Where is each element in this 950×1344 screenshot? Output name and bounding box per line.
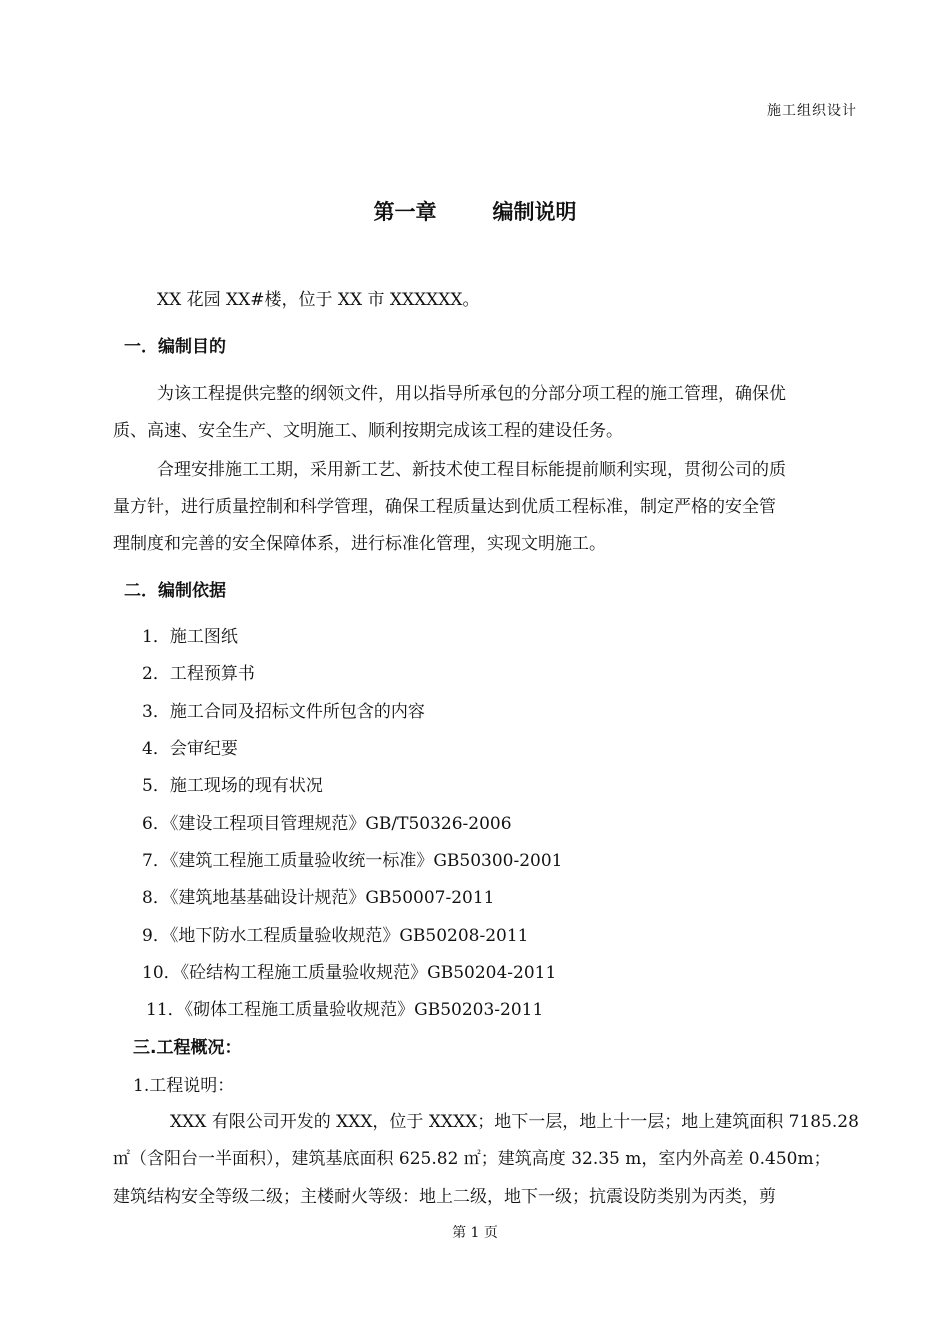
section-3-heading: 三.工程概况： [133, 1038, 242, 1058]
basis-list-item: 6．《建设工程项目管理规范》GB/T50326-2006 [142, 814, 512, 834]
chapter-name: 编制说明 [492, 200, 577, 224]
basis-list-item: 8．《建筑地基基础设计规范》GB50007-2011 [142, 888, 495, 908]
basis-list-item: 3．施工合同及招标文件所包含的内容 [142, 702, 425, 722]
basis-list-item: 2．工程预算书 [142, 664, 255, 684]
section-1-para-2-line-2: 量方针，进行质量控制和科学管理，确保工程质量达到优质工程标准，制定严格的安全管 [113, 497, 776, 517]
section-1-para-1-line-1: 为该工程提供完整的纲领文件，用以指导所承包的分部分项工程的施工管理，确保优 [157, 384, 786, 404]
section-1-para-1-line-2: 质、高速、安全生产、文明施工、顺利按期完成该工程的建设任务。 [113, 421, 623, 441]
section-1-heading: 一．编制目的 [124, 337, 226, 357]
basis-list-item: 9．《地下防水工程质量验收规范》GB50208-2011 [142, 926, 529, 946]
project-desc-line-3: 建筑结构安全等级二级；主楼耐火等级：地上二级，地下一级；抗震设防类别为丙类，剪 [113, 1187, 776, 1207]
chapter-title [0, 196, 950, 226]
section-1-para-2-line-1: 合理安排施工工期，采用新工艺、新技术使工程目标能提前顺利实现，贯彻公司的质 [157, 460, 786, 480]
running-header: 施工组织设计 [767, 103, 857, 119]
section-1-para-2-line-3: 理制度和完善的安全保障体系，进行标准化管理，实现文明施工。 [113, 534, 606, 554]
page-number: 第 1 页 [452, 1225, 498, 1241]
project-desc-line-1: XXX 有限公司开发的 XXX，位于 XXXX；地下一层，地上十一层；地上建筑面积 7185.28 [170, 1112, 859, 1132]
chapter-number: 第一章 [373, 200, 437, 224]
section-3-subheading: 1.工程说明： [133, 1076, 235, 1096]
basis-list-item: 1．施工图纸 [142, 627, 238, 647]
basis-list-item: 4．会审纪要 [142, 739, 238, 759]
section-2-heading: 二．编制依据 [124, 581, 226, 601]
basis-list-item: 10．《砼结构工程施工质量验收规范》GB50204-2011 [142, 963, 557, 983]
basis-list-item: 7．《建筑工程施工质量验收统一标准》GB50300-2001 [142, 851, 563, 871]
intro-paragraph: XX 花园 XX#楼，位于 XX 市 XXXXXX。 [157, 290, 480, 310]
basis-list-item: 11．《砌体工程施工质量验收规范》GB50203-2011 [146, 1000, 544, 1020]
basis-list-item: 5．施工现场的现有状况 [142, 776, 323, 796]
project-desc-line-2: ㎡（含阳台一半面积），建筑基底面积 625.82 ㎡；建筑高度 32.35 m，室内外高差 0.450m； [113, 1149, 831, 1169]
